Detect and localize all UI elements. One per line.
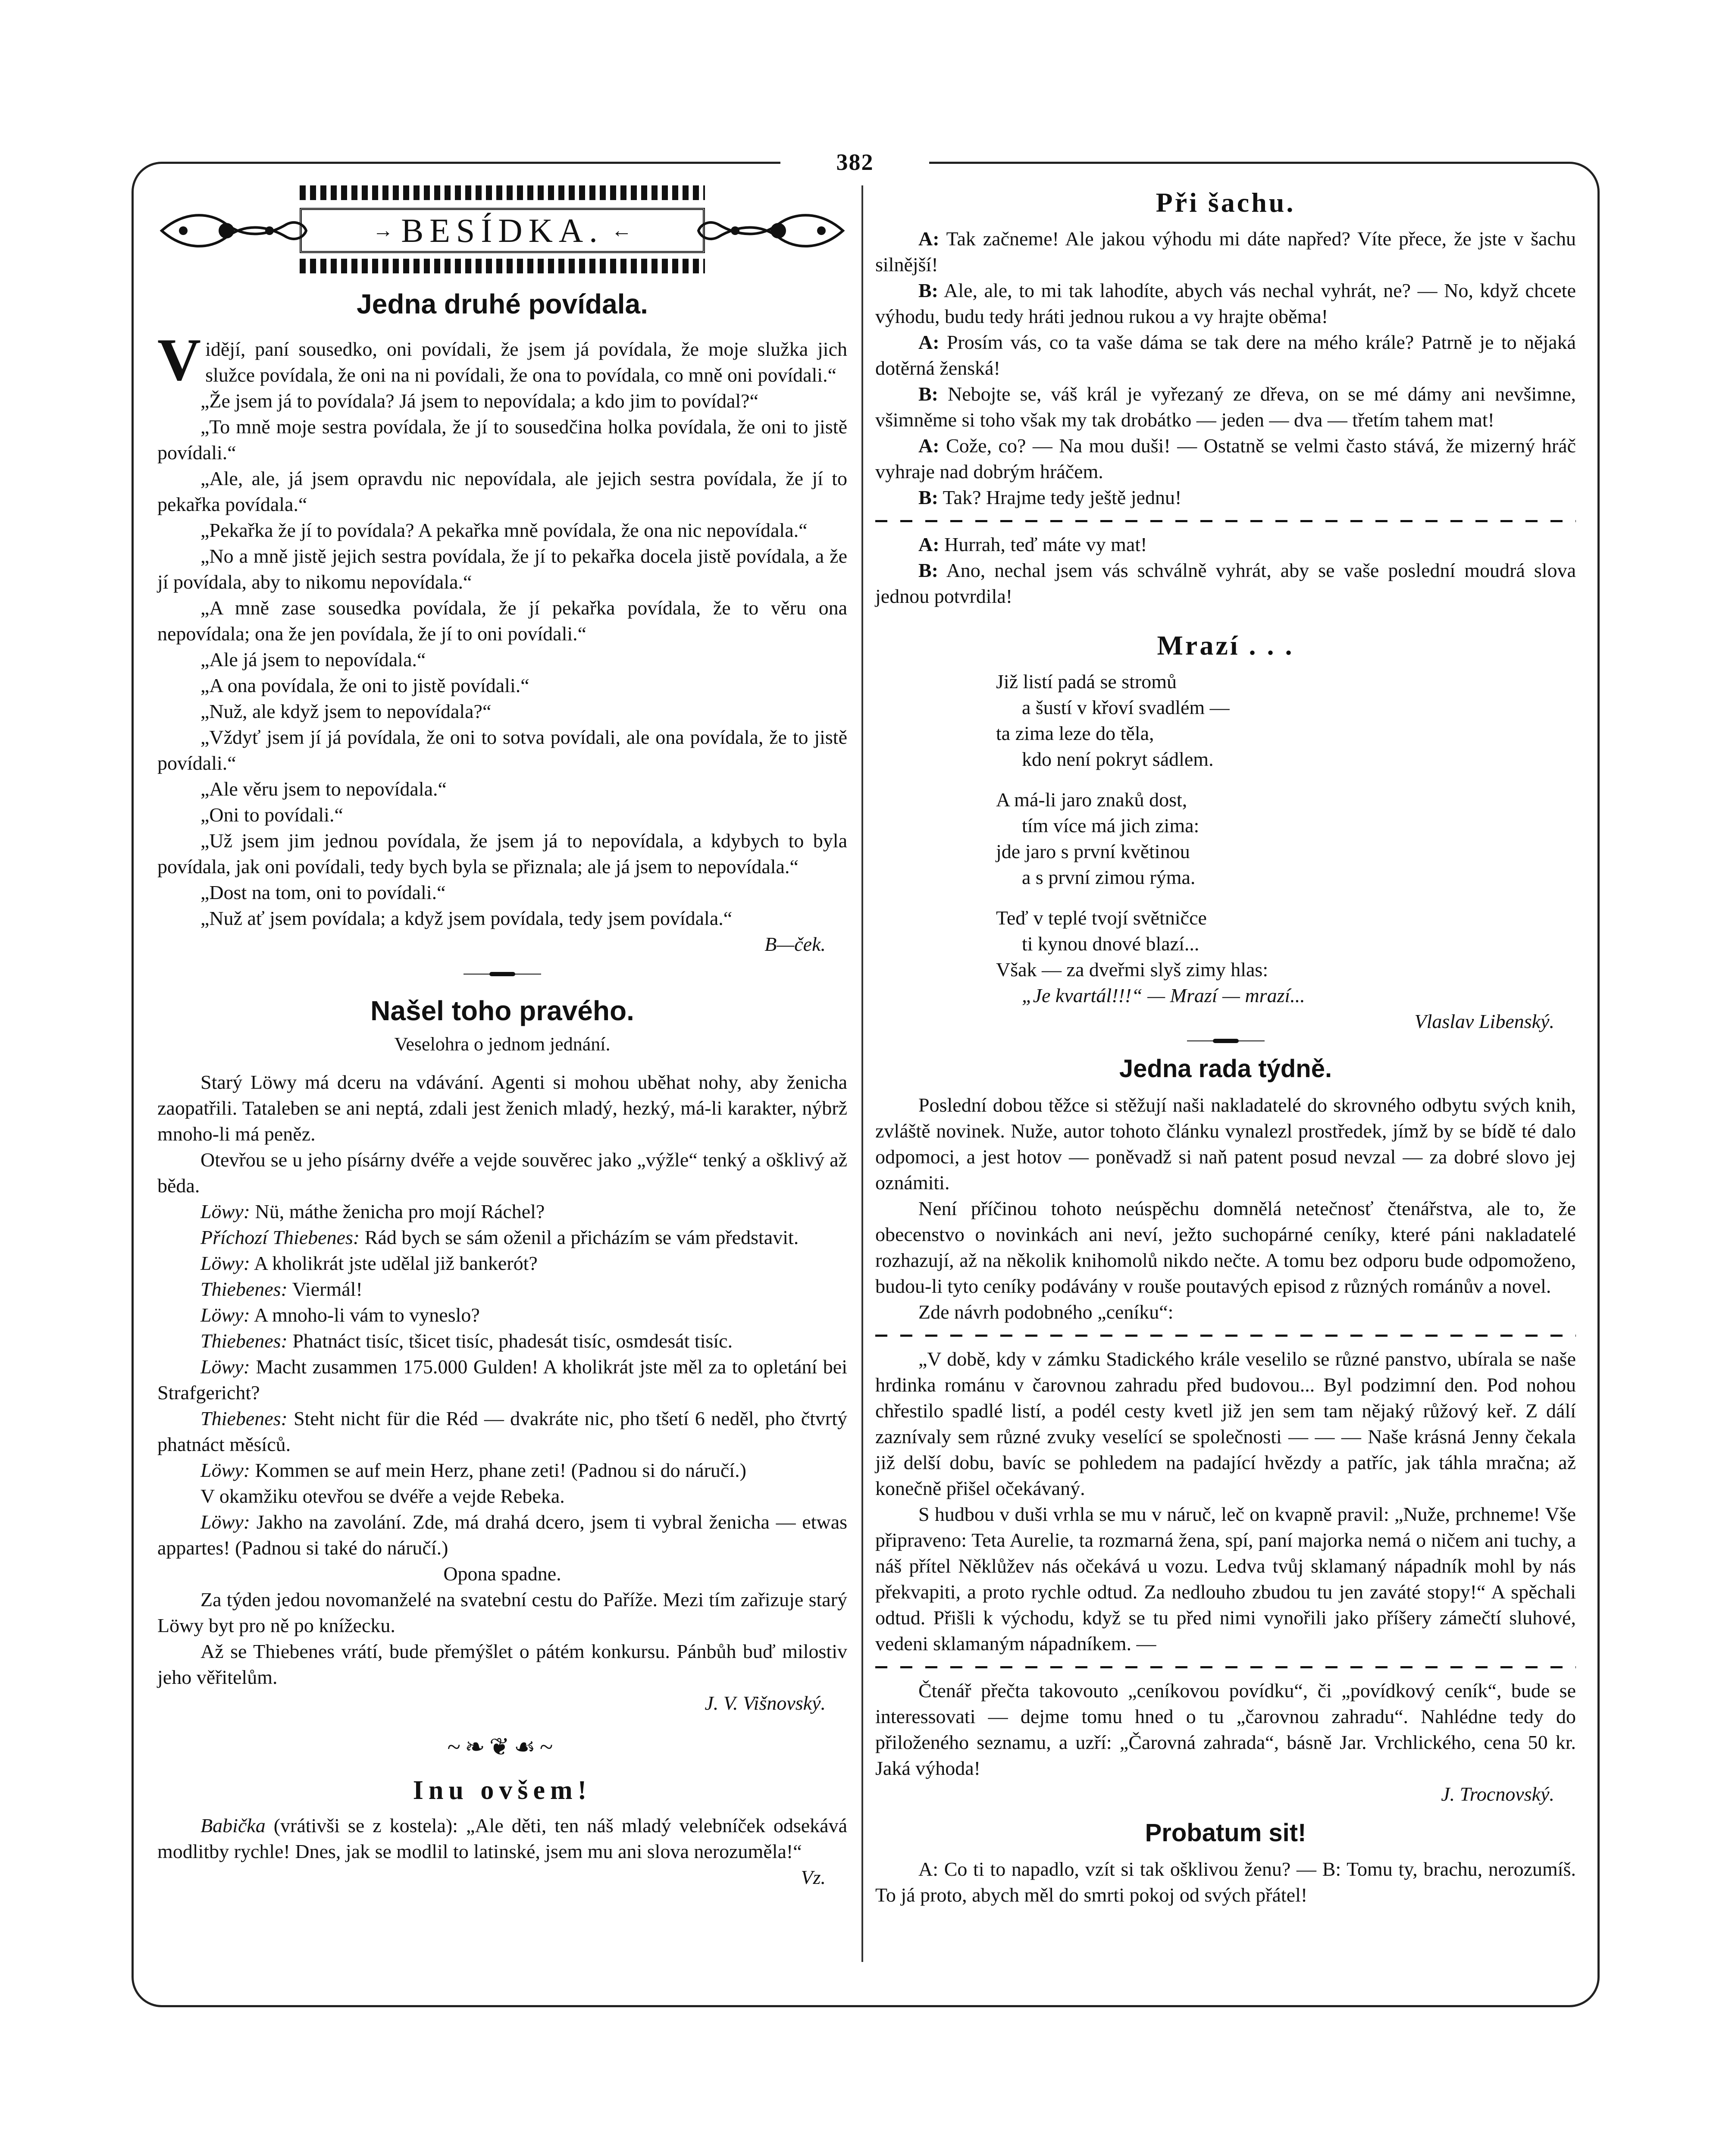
signature: Vlaslav Libenský.	[1414, 1010, 1554, 1032]
dialogue-line: A: Tak začneme! Ale jakou výhodu mi dáte napřed? Víte přece, že jste v šachu silnější!	[875, 228, 1576, 276]
speaker: Příchozí Thiebenes:	[200, 1226, 360, 1248]
dialogue-line: Löwy: Kommen se auf mein Herz, phane zeti! (Padnou si do náručí.)	[200, 1459, 746, 1481]
poem-line: „Je kvartál!!!“ — Mrazí — mrazí...	[1022, 984, 1305, 1006]
paragraph: A: Co ti to napadlo, vzít si tak ošklivou ženu? — B: Tomu ty, brachu, nerozumíš. To já proto, abych měl do smrti pokoj od svých přátel!	[875, 1858, 1576, 1906]
article-title-mrazi: Mrazí . . .	[1157, 630, 1294, 661]
paragraph: „Nuž ať jsem povídala; a když jsem povídala, tedy jsem povídala.“	[200, 907, 733, 929]
article-title-jedna-druhe: Jedna druhé povídala.	[357, 288, 648, 320]
paragraph: Vidějí, paní sousedko, oni povídali, že jsem já povídala, že moje služka jich služce povídala, že oni na ni povídali, že ona to povídala, co mně oni povídali.“	[157, 326, 847, 393]
dialogue-line: A: Hurrah, teď máte vy mat!	[918, 533, 1147, 555]
poem-line: ta zima leze do těla,	[996, 722, 1154, 744]
pointing-hand-right-icon: ←	[611, 219, 632, 242]
paragraph: Zde návrh podobného „ceníku“:	[918, 1301, 1174, 1323]
paragraph: „Pekařka že jí to povídala? A pekařka mně povídala, že ona nic nepovídala.“	[200, 519, 808, 541]
article-title-nasel: Našel toho pravého.	[370, 995, 634, 1026]
dialogue-line: Thiebenes: Viermál!	[200, 1278, 363, 1300]
speaker: Löwy:	[200, 1356, 250, 1378]
paragraph: Otevřou se u jeho písárny dvéře a vejde souvěrec jako „výžle“ tenký a ošklivý až běda.	[157, 1149, 847, 1197]
paragraph: „A mně zase sousedka povídala, že jí pekařka povídala, že to věru ona nepovídala; ona že jen povídala, že jí to oni povídali.“	[157, 597, 847, 645]
paragraph: „Že jsem já to povídala? Já jsem to nepovídala; a kdo jim to povídal?“	[200, 390, 759, 412]
article-subtitle: Veselohra o jednom jednání.	[394, 1034, 611, 1055]
poem-line: kdo není pokryt sádlem.	[1022, 748, 1214, 770]
pointing-hand-left-icon: →	[373, 219, 394, 242]
dialogue-line: Löwy: Nü, máthe ženicha pro mojí Ráchel?	[200, 1200, 545, 1222]
speaker: Löwy:	[200, 1252, 250, 1274]
paragraph: „A ona povídala, že oni to jistě povídali.“	[200, 674, 529, 696]
dialogue-line: A: Cože, co? — Na mou duši! — Ostatně se velmi často stává, že mizerný hráč vyhraje nad dobrým hráčem.	[875, 435, 1576, 483]
paragraph: „To mně moje sestra povídala, že jí to sousedčina holka povídala, že oni to jistě povídali.“	[157, 416, 847, 464]
paragraph: „No a mně jistě jejich sestra povídala, že jí to pekařka docela jistě povídala, a že jí povídala, aby to nikomu nepovídala.“	[157, 545, 847, 593]
column-divider	[861, 185, 863, 1962]
paragraph: Za týden jedou novomanželé na svatební cestu do Paříže. Mezi tím zařizuje starý Löwy byt pro ně po knížecku.	[157, 1589, 847, 1636]
poem	[996, 669, 1576, 1009]
poem-stanza	[996, 669, 1576, 772]
poem-line: tím více má jich zima:	[1022, 815, 1200, 837]
speaker: Löwy:	[200, 1459, 250, 1481]
dialogue-line: A: Prosím vás, co ta vaše dáma se tak dere na mého krále? Patrně je to nějaká dotěrná ženská!	[875, 331, 1576, 379]
paragraph: Babička (vrátivši se z kostela): „Ale děti, ten náš mladý velebníček odsekává modlitby rychle! Dnes, jak se modlil to latinské, jsem mu ani slova nerozuměla!“	[157, 1814, 847, 1862]
dialogue-line: Příchozí Thiebenes: Rád bych se sám oženil a přicházím se vám představit.	[200, 1226, 799, 1248]
speaker: Thiebenes:	[200, 1278, 288, 1300]
article-title-probatum: Probatum sit!	[1145, 1819, 1306, 1847]
poem-line: a šustí v křoví svadlém —	[1022, 696, 1230, 718]
paragraph: Poslední dobou těžce si stěžují naši nakladatelé do skrovného odbytu svých knih, zvláště novinek. Nuže, autor tohoto článku vynalezl prostředek, jímž by se bídě té dalo odpomoci, a jest hotov — poněvadž si naň patent posud nevzal — za dobré slovo jej oznámiti.	[875, 1094, 1576, 1194]
paragraph: „Ale, ale, já jsem opravdu nic nepovídala, ale jejich sestra povídala, že jí to pekařka povídala.“	[157, 467, 847, 515]
dialogue-line: Löwy: A mnoho-li vám to vyneslo?	[200, 1304, 480, 1326]
paragraph: S hudbou v duši vrhla se mu v náruč, leč on kvapně pravil: „Nuže, prchneme! Vše připraveno: Teta Aurelie, ta rozmarná žena, spí, paní majorka nemá o ničem ani tuchy, a náš přítel Něklůžev nás očekává u vozu. Ledva tvůj sklamaný nápadník mohl by nás překvapiti, a proto rychle odtud. Za nedlouho zbudou tu jen zaváté stopy!“ A spěchali odtud. Přišli k východu, když se tu před nimi vynořili jako příšery zámečtí sluhové, vedeni sklamaným nápadníkem. —	[875, 1503, 1576, 1655]
poem-line: A má-li jaro znaků dost,	[996, 789, 1187, 811]
article-title-inu-ovsem: Inu ovšem!	[413, 1776, 592, 1805]
besidka-header	[157, 185, 847, 328]
paragraph: „Ale já jsem to nepovídala.“	[200, 649, 426, 671]
dashed-separator	[875, 1335, 1576, 1337]
paragraph: „V době, kdy v zámku Stadického krále veselilo se různé panstvo, ubírala se naše hrdinka románu v čarovnou zahradu před budovou... Byl podzimní den. Pod nohou chřestilo spadlé listí, a podél cesty kvetl již jen sem tam nějaký růžový keř. Z dálí zaznívaly sem různé zvuky veselící se společnosti — — — Naše krásná Jenny čekala již delší dobu, bavíc se pohledem na padající hvězdy a patříc, jak táhla mračna; až konečně přišel očekávaný.	[875, 1348, 1576, 1499]
speaker: Löwy:	[200, 1200, 250, 1222]
flourish-left-ornament	[157, 207, 308, 254]
poem-line: Již listí padá se stromů	[996, 671, 1177, 693]
paragraph: V okamžiku otevřou se dvéře a vejde Rebeka.	[200, 1485, 565, 1507]
dialogue-line: B: Ale, ale, to mi tak lahodíte, abych vás nechal vyhrát, ne? — No, když chcete výhodu, budu tedy hráti jednou rukou a vy hrajte oběma!	[875, 279, 1576, 327]
paragraph: „Nuž, ale když jsem to nepovídala?“	[200, 700, 492, 722]
besidka-title-box	[300, 208, 705, 253]
signature: Vz.	[801, 1866, 826, 1888]
paragraph: Čtenář přečta takovouto „ceníkovou povídku“, či „povídkový ceník“, bude se interessovati — dejme tomu hned o tu „čarovnou zahradu“. Nahlédne tedy do přiloženého seznamu, a uzří: „Čarovná zahrada“, básně Jar. Vrchlického, cena 50 kr. Jaká výhoda!	[875, 1680, 1576, 1779]
paragraph: Starý Löwy má dceru na vdávání. Agenti si mohou uběhat nohy, aby ženicha zaopatřili. Tataleben se ani neptá, zdali jest ženich mladý, hezký, má-li karakter, nýbrž mnoho-li má peněz.	[157, 1071, 847, 1145]
dialogue-line: Löwy: Jakho na zavolání. Zde, má drahá dcero, jsem ti vybral ženicha — etwas appartes! (Padnou si také do náručí.)	[157, 1511, 848, 1559]
paragraph: „Ale věru jsem to nepovídala.“	[200, 778, 447, 800]
ornamental-divider-icon: ~❧❦☙~	[447, 1734, 557, 1761]
signature: J. V. Višnovský.	[705, 1692, 826, 1714]
stage-direction: Opona spadne.	[443, 1563, 561, 1585]
paragraph: „Už jsem jim jednou povídala, že jsem já to nepovídala, a kdybych to byla povídala, jak oni povídali, tedy bych byla se přiznala; ale já jsem to nepovídala.“	[157, 830, 847, 877]
dialogue-line: Löwy: Macht zusammen 175.000 Gulden! A kholikrát jste měl za to opletání bei Strafgericht?	[157, 1356, 848, 1404]
signature: B—ček.	[764, 933, 826, 955]
speaker: Babička	[200, 1814, 266, 1836]
poem-line: jde jaro s první květinou	[996, 840, 1190, 862]
right-column	[875, 185, 1576, 1908]
dialogue-line: B: Ano, nechal jsem vás schválně vyhrát, aby se vaše poslední moudrá slova jednou potvrdila!	[875, 559, 1576, 607]
paragraph: Až se Thiebenes vrátí, bude přemýšlet o pátém konkursu. Pánbůh buď milostiv jeho věřitelům.	[157, 1640, 847, 1688]
speaker: Thiebenes:	[200, 1407, 288, 1429]
poem-stanza	[996, 905, 1576, 1009]
paragraph: „Vždyť jsem jí já povídala, že oni to sotva povídali, ale ona povídala, že to jistě povídali.“	[157, 726, 847, 774]
article-title-pri-sachu: Při šachu.	[1156, 187, 1296, 218]
poem-line: Teď v teplé tvojí světničce	[996, 907, 1207, 929]
paragraph: Není příčinou tohoto neúspěchu domnělá netečnosť čtenářstva, ale to, že obecenstvo o novinkách ani neví, ježto suchopárné ceníky, které páni nakladatelé rozhazují, až na několik knihomolů nikdo nečte. A tomu bez odporu bude odpomoženo, budou-li tyto ceníky podávány v rouše poutavých episod z různých románův a novel.	[875, 1197, 1576, 1297]
section-divider	[1187, 1039, 1265, 1043]
poem-line: Však — za dveřmi slyš zimy hlas:	[996, 959, 1268, 981]
section-divider	[464, 972, 541, 976]
dialogue-line: Löwy: A kholikrát jste udělal již bankerót?	[200, 1252, 538, 1274]
dialogue-line: Thiebenes: Phatnáct tisíc, tšicet tisíc, phadesát tisíc, osmdesát tisíc.	[200, 1330, 733, 1352]
dialogue-line: B: Tak? Hrajme tedy ještě jednu!	[918, 486, 1182, 508]
poem-line: a s první zimou rýma.	[1022, 866, 1196, 888]
ornament-border-top	[300, 185, 705, 200]
speaker: Thiebenes:	[200, 1330, 288, 1352]
paragraph: „Dost na tom, oni to povídali.“	[200, 881, 446, 903]
left-column	[157, 185, 847, 1890]
signature: J. Trocnovský.	[1441, 1783, 1554, 1805]
ornament-border-bottom	[300, 259, 705, 273]
dashed-separator	[875, 520, 1576, 522]
paragraph: „Oni to povídali.“	[200, 804, 343, 826]
speaker: Löwy:	[200, 1511, 250, 1533]
dashed-separator	[875, 1666, 1576, 1668]
dialogue-line: B: Nebojte se, váš král je vyřezaný ze dřeva, on se mé dámy ani nevšimne, všimněme si toho však my tak drobátko — jeden — dva — třetím tahem mat!	[875, 383, 1576, 431]
speaker: Löwy:	[200, 1304, 250, 1326]
page-number: 382	[836, 149, 874, 175]
dialogue-line: Thiebenes: Steht nicht für die Réd — dvakráte nic, pho tšetí 6 neděl, pho čtvrtý phatnáct měsíců.	[157, 1407, 848, 1455]
flourish-right-ornament	[696, 207, 847, 254]
article-title-jedna-rada: Jedna rada týdně.	[1119, 1055, 1332, 1083]
poem-stanza	[996, 787, 1576, 890]
besidka-title: BESÍDKA.	[401, 211, 604, 249]
poem-line: ti kynou dnové blazí...	[1022, 933, 1200, 955]
